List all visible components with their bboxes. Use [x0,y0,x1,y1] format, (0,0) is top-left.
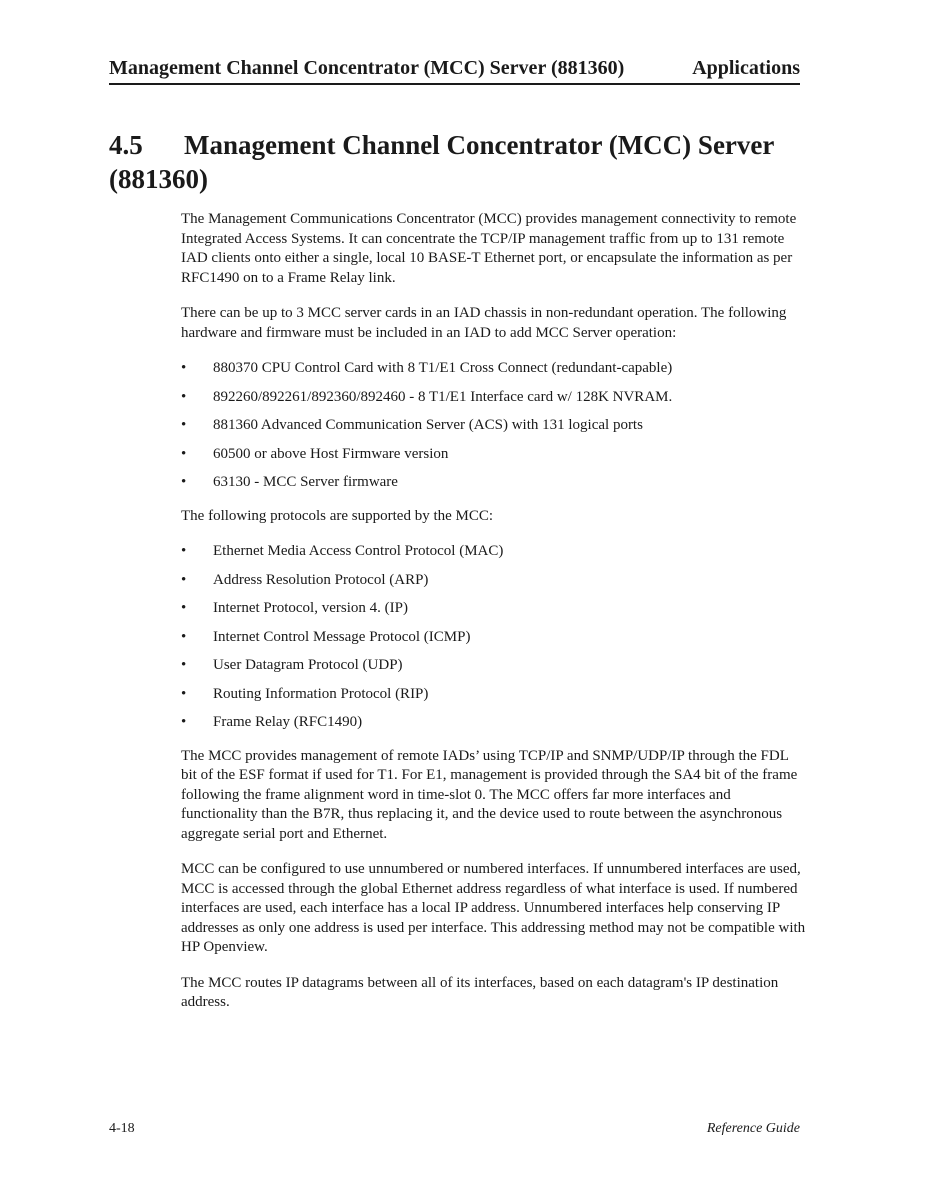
list-item: • Address Resolution Protocol (ARP) [181,571,806,591]
bullet-icon: • [181,388,187,405]
running-header [109,55,800,85]
running-footer [109,1120,800,1138]
list-item: • 881360 Advanced Communication Server (ACS) with 131 logical ports [181,416,806,436]
bullet-icon: • [181,571,187,588]
bullet-icon: • [181,628,187,645]
list-item: • 63130 - MCC Server firmware [181,473,806,493]
section-number: 4.5 [109,130,143,160]
list-item: • Frame Relay (RFC1490) [181,713,806,733]
bullet-icon: • [181,360,187,376]
list-item: • Internet Control Message Protocol (ICMP) [181,628,806,648]
hardware-list [181,359,806,493]
guide-title: Reference Guide [706,1121,800,1136]
list-item: • 892260/892261/892360/892460 - 8 T1/E1 Interface card w/ 128K NVRAM. [181,388,806,408]
bullet-icon: • [181,474,187,490]
list-item: • Internet Protocol, version 4. (IP) [181,599,806,619]
protocol-list [181,542,806,733]
routing-paragraph: The MCC routes IP datagrams between all of its interfaces, based on each datagram's IP destination address. [181,974,779,1010]
list-item: • Ethernet Media Access Control Protocol (MAC) [181,542,806,562]
list-item: • 880370 CPU Control Card with 8 T1/E1 Cross Connect (redundant-capable) [181,359,806,379]
bullet-icon: • [181,685,187,702]
list-item: • 60500 or above Host Firmware version [181,445,806,465]
section-title-text: Management Channel Concentrator (MCC) Server (881360) [109,130,774,194]
running-header-chapter: Applications [692,57,800,79]
management-paragraph: The MCC provides management of remote IADs’ using TCP/IP and SNMP/UDP/IP through the FDL bit of the ESF format if used for T1. For E1, management is provided through the SA4 bit of the frame following the frame alignment word in time-slot 0. The MCC offers far more interfaces and functionality than the B7R, thus replacing it, and the device used to route between the asynchronous aggregate serial port and Ethernet. [181,747,798,842]
bullet-icon: • [181,417,187,433]
bullet-icon: • [181,657,187,673]
section-title [109,128,809,196]
interfaces-paragraph: MCC can be configured to use unnumbered or numbered interfaces. If unnumbered interfaces are used, MCC is accessed through the global Ethernet address regardless of what interface is used. If numbered interfaces are used, each interface has a local IP address. Unnumbered interfaces help conserving IP addresses as only one address is used per interface. This addressing method may not be compatible with HP Openview. [181,861,806,955]
list-item: • User Datagram Protocol (UDP) [181,656,806,676]
list-item: • Routing Information Protocol (RIP) [181,685,806,705]
running-header-title: Management Channel Concentrator (MCC) Server (881360) [109,57,625,79]
page-number: 4-18 [109,1121,135,1136]
hardware-intro-paragraph: There can be up to 3 MCC server cards in an IAD chassis in non-redundant operation. The following hardware and firmware must be included in an IAD to add MCC Server operation: [181,305,787,341]
bullet-icon: • [181,445,187,462]
intro-paragraph: The Management Communications Concentrator (MCC) provides management connectivity to remote Integrated Access Systems. It can concentrate the TCP/IP management traffic from up to 131 remote IAD clients onto either a single, local 10 BASE-T Ethernet port, or encapsulate the information as per RFC1490 on to a Frame Relay link. [181,211,797,286]
bullet-icon: • [181,543,187,559]
section-body [181,210,806,1029]
protocols-intro-paragraph: The following protocols are supported by the MCC: [181,507,494,524]
bullet-icon: • [181,714,187,730]
bullet-icon: • [181,600,187,616]
